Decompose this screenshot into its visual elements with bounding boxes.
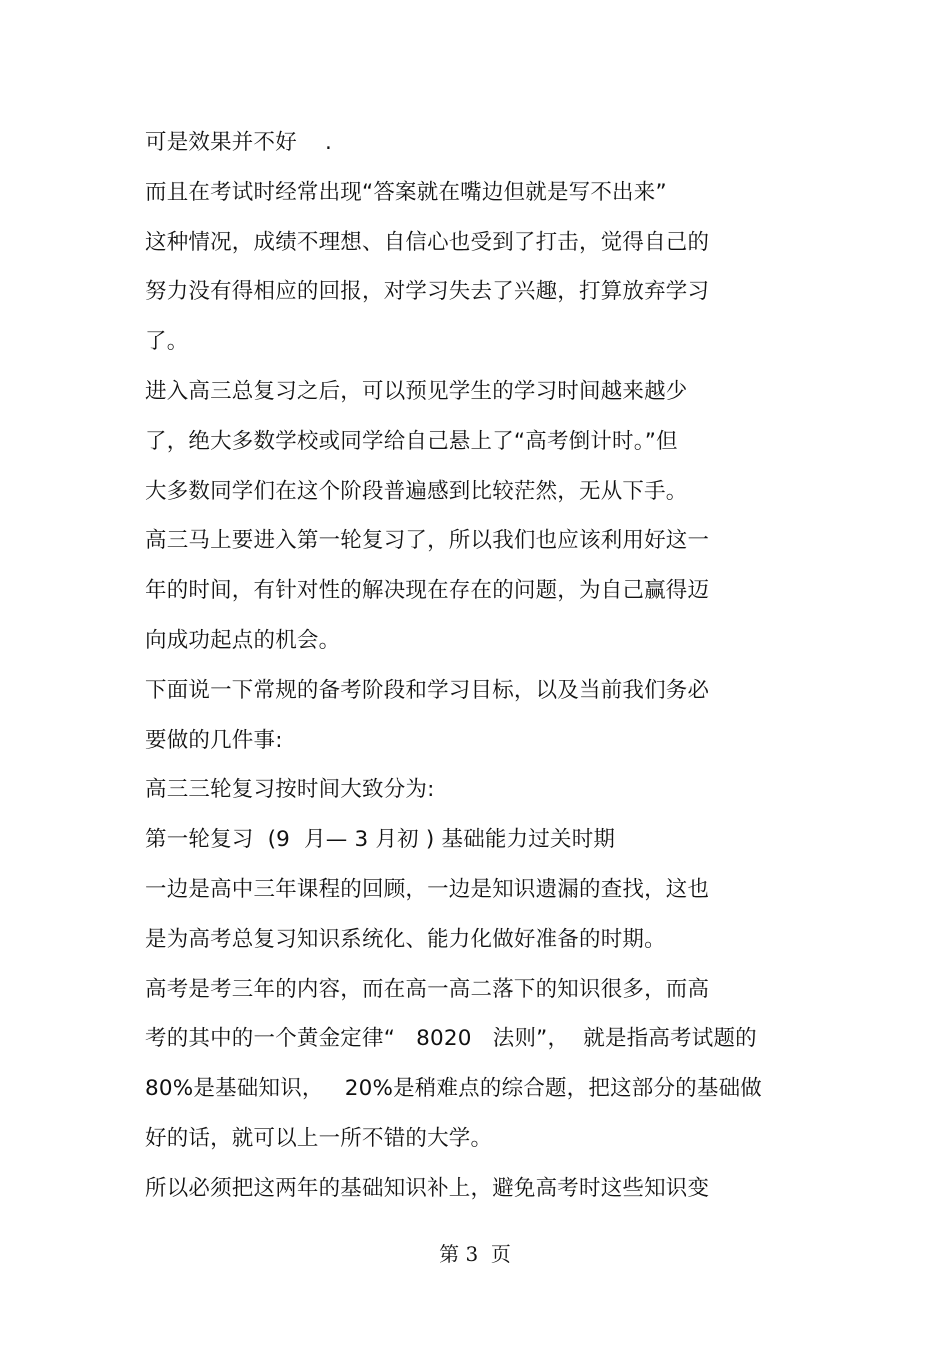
- text-line: 下面说一下常规的备考阶段和学习目标，以及当前我们务必: [145, 677, 710, 703]
- text-line: 是为高考总复习知识系统化、能力化做好准备的时期。: [145, 926, 666, 952]
- text-line: 第一轮复习 (9 月— 3 月初 ) 基础能力过关时期: [145, 827, 616, 853]
- text-line: 可是效果并不好 .: [145, 130, 333, 155]
- text-line: 进入高三总复习之后，可以预见学生的学习时间越来越少: [145, 378, 688, 404]
- text-line: 一边是高中三年课程的回顾，一边是知识遗漏的查找，这也: [145, 876, 710, 902]
- text-line: 80%是基础知识， 20%是稍难点的综合题，把这部分的基础做: [145, 1076, 762, 1102]
- page-number: 第 3 页: [439, 1242, 511, 1266]
- text-line: 考的其中的一个黄金定律“ 8020 法则”， 就是指高考试题的: [145, 1026, 757, 1052]
- text-line: 所以必须把这两年的基础知识补上，避免高考时这些知识变: [145, 1175, 710, 1201]
- text-line: 这种情况，成绩不理想、自信心也受到了打击，觉得自己的: [145, 229, 710, 255]
- text-line: 年的时间，有针对性的解决现在存在的问题，为自己赢得迈: [145, 578, 710, 604]
- body-text: [145, 118, 935, 1214]
- text-line: 了。: [145, 329, 189, 355]
- text-line: 而且在考试时经常出现“答案就在嘴边但就是写不出来”: [145, 179, 667, 205]
- text-line: 向成功起点的机会。: [145, 627, 341, 653]
- text-line: 大多数同学们在这个阶段普遍感到比较茫然，无从下手。: [145, 478, 688, 504]
- text-line: 高三三轮复习按时间大致分为:: [145, 777, 435, 803]
- text-line: 了，绝大多数学校或同学给自己悬上了“高考倒计时。”但: [145, 428, 678, 454]
- text-line: 好的话，就可以上一所不错的大学。: [145, 1125, 493, 1151]
- text-line: 高三马上要进入第一轮复习了，所以我们也应该利用好这一: [145, 528, 710, 554]
- text-line: 努力没有得相应的回报，对学习失去了兴趣，打算放弃学习: [145, 279, 710, 305]
- text-line: 高考是考三年的内容，而在高一高二落下的知识很多，而高: [145, 976, 710, 1002]
- text-line: 要做的几件事:: [145, 727, 283, 753]
